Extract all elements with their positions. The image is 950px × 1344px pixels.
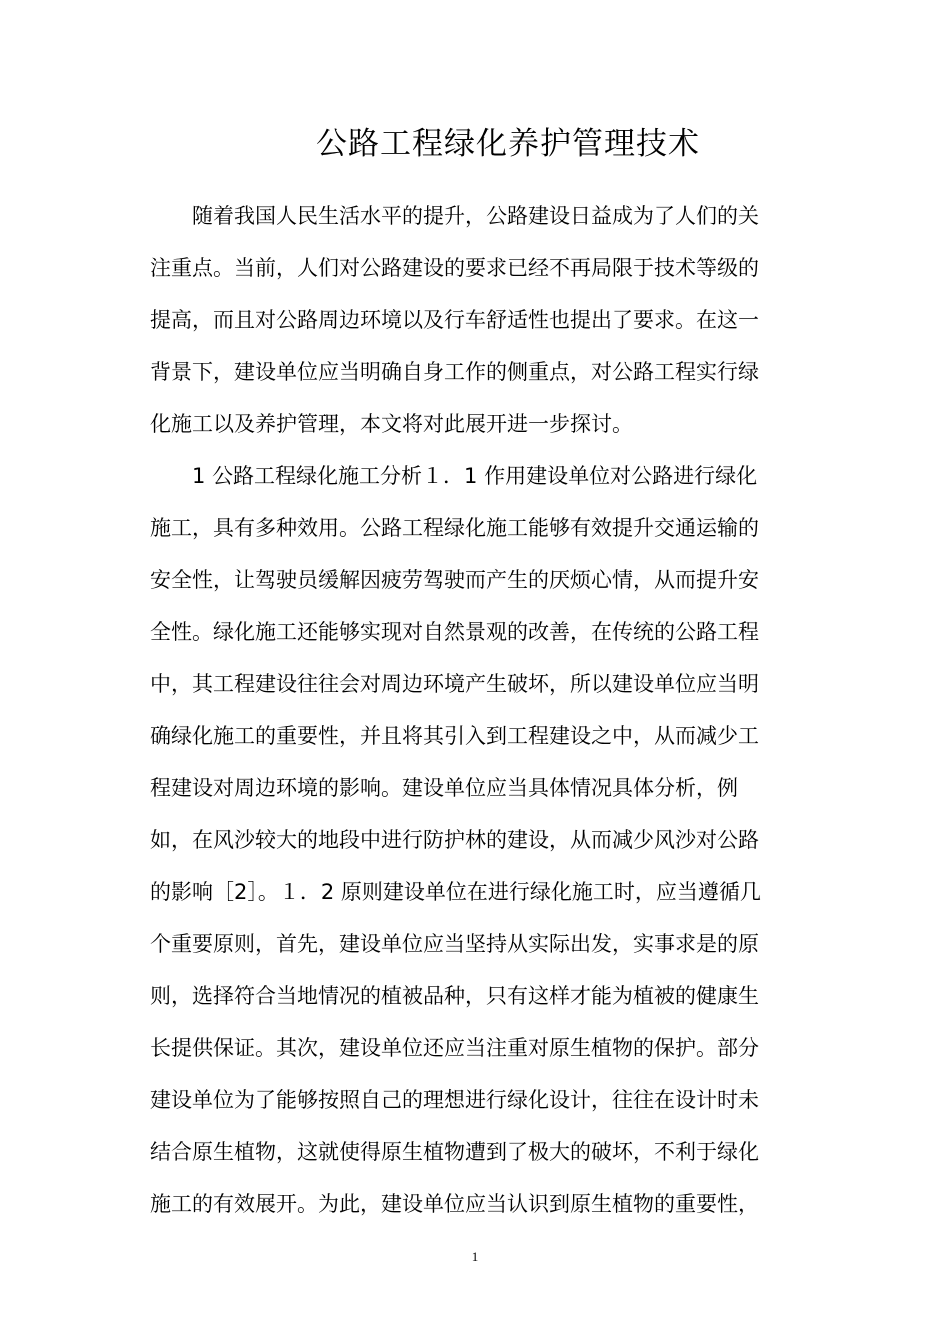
text-line: 化施工以及养护管理，本文将对此展开进一步探讨。 [150,412,633,436]
text-line: 随着我国人民生活水平的提升，公路建设日益成为了人们的关 [192,204,759,228]
text-line: 施工的有效展开。为此，建设单位应当认识到原生植物的重要性， [150,1192,759,1216]
text-line: 则，选择符合当地情况的植被品种，只有这样才能为植被的健康生 [150,984,759,1008]
page-number: 1 [471,1249,479,1264]
text-line: 中，其工程建设往往会对周边环境产生破坏，所以建设单位应当明 [150,672,759,696]
text-line: 全性。绿化施工还能够实现对自然景观的改善，在传统的公路工程 [150,620,759,644]
text-line: 提高，而且对公路周边环境以及行车舒适性也提出了要求。在这一 [150,308,759,332]
text-line: 长提供保证。其次，建设单位还应当注重对原生植物的保护。部分 [150,1036,759,1060]
text-line: 安全性，让驾驶员缓解因疲劳驾驶而产生的厌烦心情，从而提升安 [150,568,759,592]
text-line: 程建设对周边环境的影响。建设单位应当具体情况具体分析，例 [150,776,738,800]
text-line: 的影响［2］。１．2 原则建设单位在进行绿化施工时，应当遵循几 [150,880,761,904]
text-line: 1 公路工程绿化施工分析１．1 作用建设单位对公路进行绿化 [192,464,758,488]
text-line: 个重要原则，首先，建设单位应当坚持从实际出发，实事求是的原 [150,932,759,956]
text-line: 背景下，建设单位应当明确自身工作的侧重点，对公路工程实行绿 [150,360,759,384]
text-line: 注重点。当前，人们对公路建设的要求已经不再局限于技术等级的 [150,256,759,280]
text-line: 如，在风沙较大的地段中进行防护林的建设，从而减少风沙对公路 [150,828,759,852]
document-body [150,190,806,1230]
text-line: 结合原生植物，这就使得原生植物遭到了极大的破坏，不利于绿化 [150,1140,759,1164]
document-title: 公路工程绿化养护管理技术 [316,126,700,162]
text-line: 确绿化施工的重要性，并且将其引入到工程建设之中，从而减少工 [150,724,759,748]
text-line: 建设单位为了能够按照自己的理想进行绿化设计，往往在设计时未 [150,1088,759,1112]
text-line: 施工，具有多种效用。公路工程绿化施工能够有效提升交通运输的 [150,516,759,540]
